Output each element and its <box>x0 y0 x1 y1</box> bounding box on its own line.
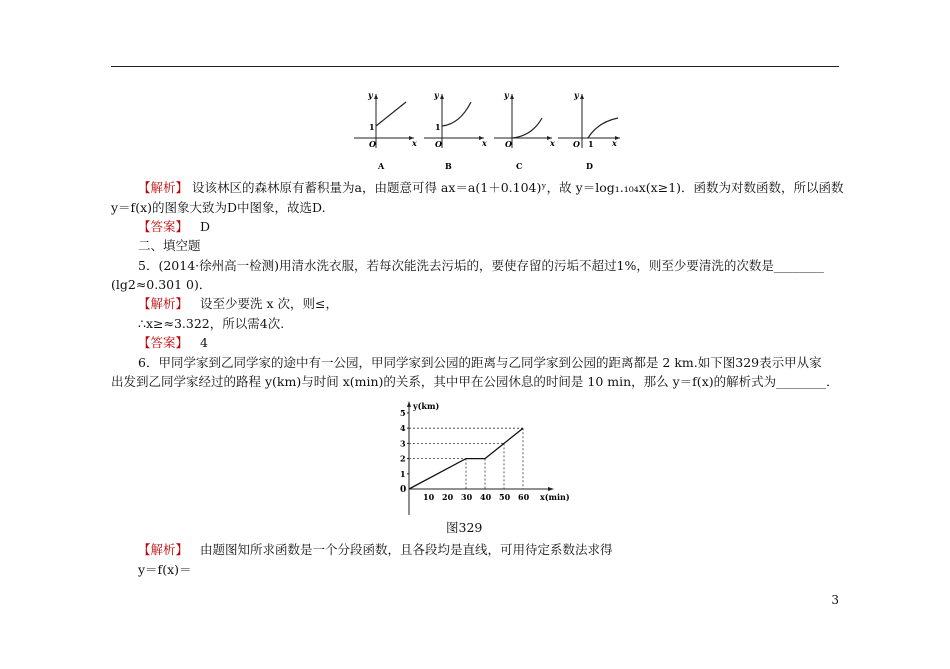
graph-c-y: y <box>504 90 509 100</box>
q6-formula: y＝f(x)＝ <box>138 562 192 577</box>
x-axis-label: x(min) <box>540 492 570 502</box>
x-tick-label: 10 <box>423 492 435 502</box>
section-title: 二、填空题 <box>138 238 201 253</box>
q6-explanation-text: 由题图知所求函数是一个分段函数，且各段均是直线，可用待定系数法求得 <box>200 542 613 557</box>
q5-line1: 5．(2014·徐州高一检测)用清水洗衣服，若每次能洗去污垢的，要使存留的污垢不超过1%，则至少要清洗的次数是________ <box>138 258 824 273</box>
x-axis-arrow <box>548 487 554 491</box>
y-tick-label: 1 <box>400 468 406 479</box>
graph-a-x: x <box>412 138 417 148</box>
graph-b-origin: O <box>435 139 442 149</box>
answer-tag: 【答案】 <box>138 219 189 234</box>
y-tick-label: 2 <box>400 453 406 464</box>
answer-tag: 【答案】 <box>138 335 189 350</box>
graph-a-one: 1 <box>369 122 375 132</box>
y-axis-arrow <box>407 401 411 407</box>
q5-answer <box>138 335 208 351</box>
option-graph-d <box>558 90 620 171</box>
q5-explanation <box>138 296 338 312</box>
graph-d-label: D <box>586 161 593 171</box>
graph-b-y: y <box>434 90 439 100</box>
graph-d-x: x <box>612 138 617 148</box>
explain-tag: 【解析】 <box>138 180 189 195</box>
page-number: 3 <box>831 593 839 607</box>
q4-explanation-line2: y＝f(x)的图象大致为D中图象，故选D. <box>111 200 326 215</box>
y-tick-label: 3 <box>400 438 406 449</box>
graph-b-one: 1 <box>435 122 441 132</box>
q4-explanation-line1 <box>138 180 844 196</box>
option-graph-b <box>424 90 487 171</box>
option-graph-c <box>494 90 555 171</box>
explain-tag: 【解析】 <box>138 542 189 557</box>
q4-answer-value: D <box>200 219 211 234</box>
chart-ticks <box>400 408 530 502</box>
graph-a-origin: O <box>369 139 376 149</box>
x-tick-label: 50 <box>499 492 511 502</box>
graph-c-label: C <box>516 161 523 171</box>
origin-label: 0 <box>400 485 407 495</box>
graph-d-origin: O <box>573 139 580 149</box>
graph-d-y: y <box>574 90 579 100</box>
graph-b-label: B <box>445 161 452 171</box>
q6-explanation <box>138 542 613 558</box>
q6-line2: 出发到乙同学家经过的路程 y(km)与时间 x(min)的关系，其中甲在公园休息的时间是 10 min，那么 y＝f(x)的解析式为________． <box>111 374 839 389</box>
y-tick-label: 5 <box>400 408 406 418</box>
figure-caption: 图329 <box>446 520 483 535</box>
explain-tag: 【解析】 <box>138 296 189 311</box>
x-tick-label: 30 <box>461 492 473 502</box>
q4-explanation-text: 设该林区的森林原有蓄积量为a，由题意可得 ax＝a(1＋0.104)ʸ，故 y＝log₁.₁₀₄x(x≥1)．函数为对数函数，所以函数 <box>192 180 844 195</box>
y-axis-label: y(km) <box>413 401 440 411</box>
graph-c-origin: O <box>505 139 512 149</box>
graph-a-label: A <box>378 161 385 171</box>
x-tick-label: 60 <box>518 492 530 502</box>
x-tick-label: 40 <box>480 492 492 502</box>
graph-c-x: x <box>550 138 555 148</box>
q5-line2: (lg2≈0.301 0)． <box>111 277 212 292</box>
q4-answer <box>138 219 210 235</box>
header-rule <box>111 66 839 67</box>
graph-b-x: x <box>482 138 487 148</box>
y-tick-label: 4 <box>400 423 406 434</box>
q5-explanation-text: 设至少要洗 x 次，则≤， <box>200 296 338 311</box>
figure-329-chart <box>396 392 586 516</box>
q5-answer-value: 4 <box>200 335 208 350</box>
option-graphs <box>350 88 630 174</box>
option-graph-a <box>354 90 417 171</box>
x-tick-label: 20 <box>442 492 454 502</box>
q6-line1: 6．甲同学家到乙同学家的途中有一公园，甲同学家到公园的距离与乙同学家到公园的距离都是 2 km.如下图329表示甲从家 <box>138 355 822 370</box>
q5-conclusion: ∴x≥≈3.322，所以需4次. <box>138 316 285 331</box>
graph-a-y: y <box>368 90 373 100</box>
graph-d-one: 1 <box>588 139 594 149</box>
